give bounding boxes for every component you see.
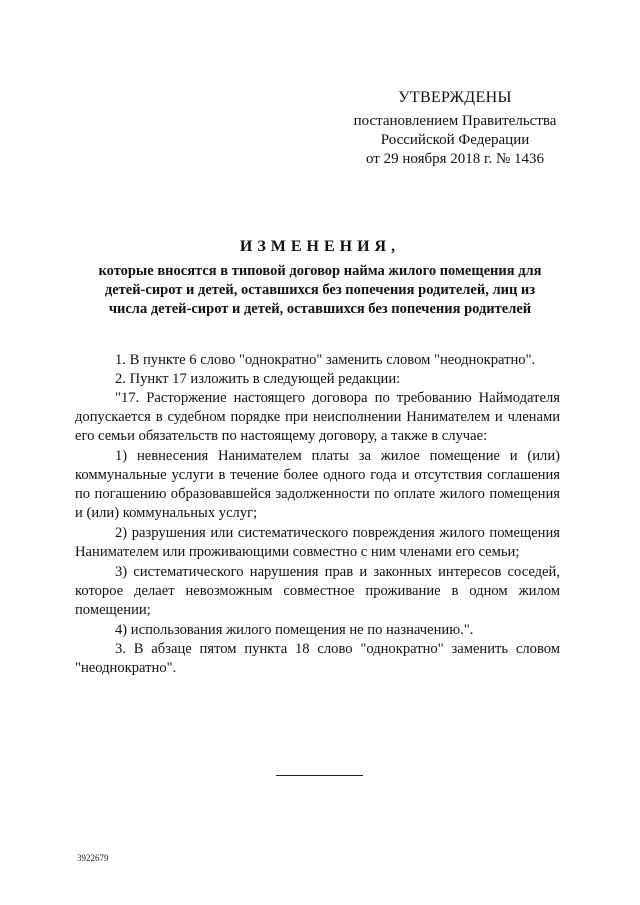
subtitle-line-1: которые вносятся в типовой договор найма жилого помещения для xyxy=(98,263,542,279)
paragraph-subclause-4: 4) использования жилого помещения не по назначению.". xyxy=(115,622,474,638)
paragraph-clause-17: "17. Расторжение настоящего договора по требованию Наймодателя допускается в судебном порядке при неисполнении Нанимателем и членами его семьи обязательств по настоящему договору, а также в случае: xyxy=(75,390,560,444)
paragraph-subclause-1: 1) невнесения Нанимателем платы за жилое помещение и (или) коммунальные услуги в течение более одного года и отсутствия соглашения по погашению образовавшейся задолженности по оплате жилого помещения и (или) коммунальных услуг; xyxy=(75,448,560,521)
end-separator-line xyxy=(276,775,363,776)
document-title: ИЗМЕНЕНИЯ, xyxy=(239,238,401,255)
approval-heading: УТВЕРЖДЕНЫ xyxy=(398,89,512,106)
approval-line-2: Российской Федерации xyxy=(380,132,530,148)
paragraph-item-3: 3. В абзаце пятом пункта 18 слово "однократно" заменить словом "неоднократно". xyxy=(75,641,560,676)
subtitle-line-3: числа детей-сирот и детей, оставшихся без попечения родителей xyxy=(108,301,532,317)
approval-stamp xyxy=(340,88,570,169)
document-body xyxy=(75,351,560,678)
subtitle-line-2: детей-сирот и детей, оставшихся без попечения родителей, лиц из xyxy=(104,282,536,298)
approval-line-1: постановлением Правительства xyxy=(353,113,557,129)
document-code: 3922679 xyxy=(77,853,109,863)
paragraph-subclause-3: 3) систематического нарушения прав и законных интересов соседей, которое делает невозможным совместное проживание в одном жилом помещении; xyxy=(75,564,560,618)
paragraph-item-1: 1. В пункте 6 слово "однократно" заменить словом "неоднократно". xyxy=(115,352,536,368)
paragraph-item-2: 2. Пункт 17 изложить в следующей редакции: xyxy=(115,371,401,387)
approval-line-3: от 29 ноября 2018 г. № 1436 xyxy=(365,151,545,167)
document-subtitle xyxy=(70,262,570,319)
paragraph-subclause-2: 2) разрушения или систематического повреждения жилого помещения Нанимателем или проживающими совместно с ним членами его семьи; xyxy=(75,525,560,560)
